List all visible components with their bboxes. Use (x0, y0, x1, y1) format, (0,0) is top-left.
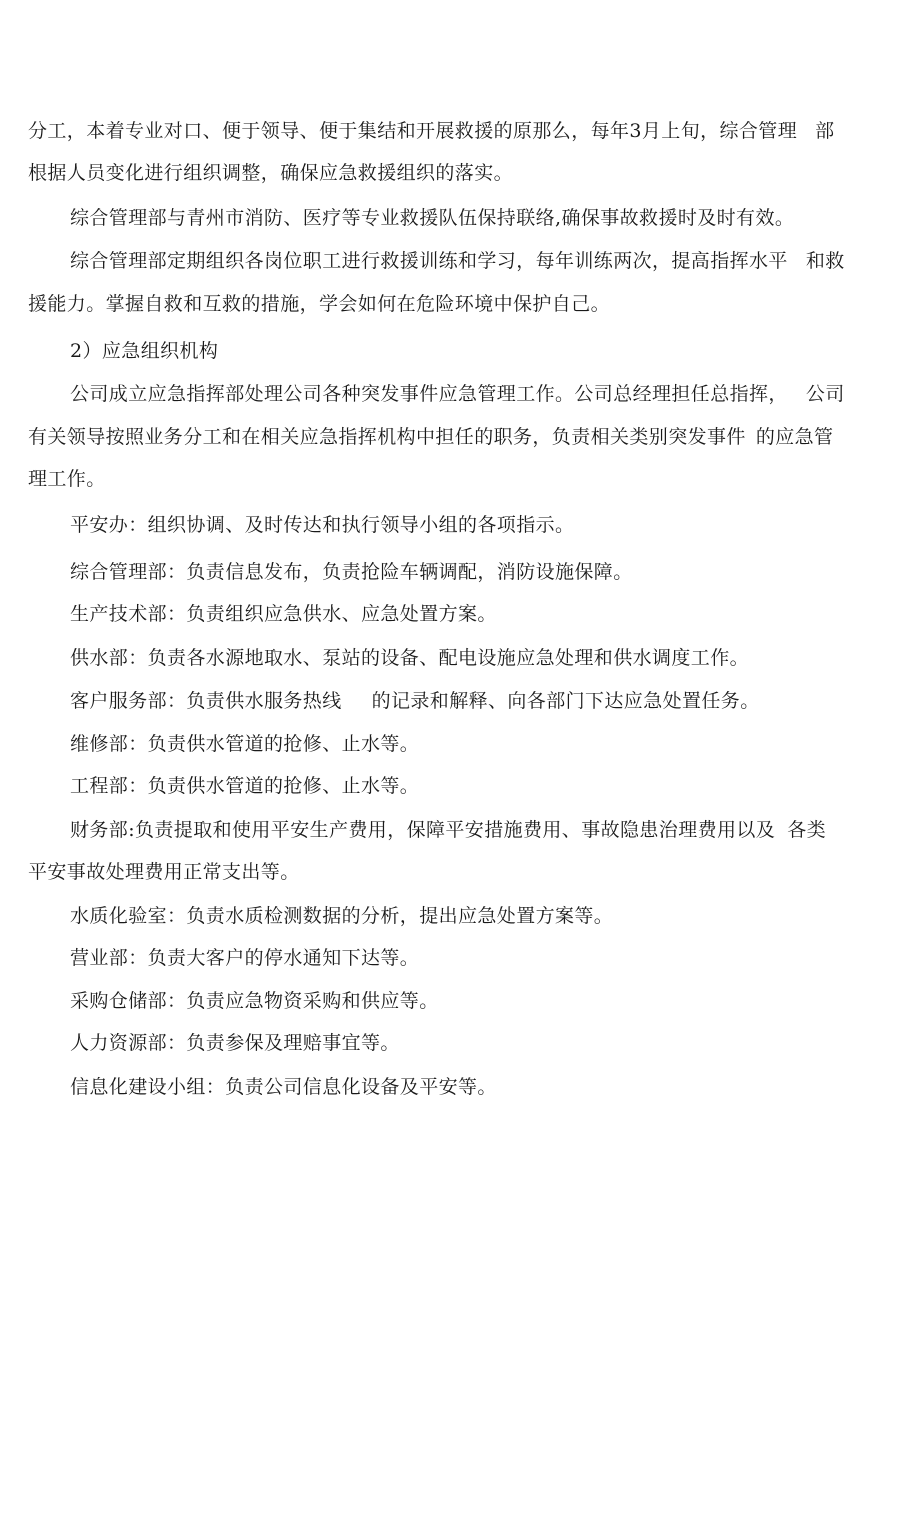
text: 和救 (805, 250, 845, 272)
text: 分工，本着专业对口、便于领导、便于集结和开展救援的原那么，每年3月上旬，综合管理 (28, 120, 798, 142)
duty-finance-line-1 (70, 817, 826, 843)
text: 财务部:负责提取和使用平安生产费用，保障平安措施费用、事故隐患治理费用以及 (70, 819, 776, 841)
text: 综合管理部定期组织各岗位职工进行救援训练和学习，每年训练两次，提高指挥水平 (70, 250, 788, 272)
paragraph-2: 综合管理部与青州市消防、医疗等专业救援队伍保持联络,确保事故救援时及时有效。 (70, 207, 795, 229)
duty-human-resources: 人力资源部：负责参保及理赔事宜等。 (70, 1032, 400, 1054)
paragraph-3-line-1 (70, 248, 845, 274)
text: 有关领导按照业务分工和在相关应急指挥机构中担任的职务，负责相关类别突发事件 (28, 426, 746, 448)
text: 公司 (805, 383, 845, 405)
text: 公司成立应急指挥部处理公司各种突发事件应急管理工作。公司总经理担任总指挥， (70, 383, 788, 405)
duty-procurement: 采购仓储部：负责应急物资采购和供应等。 (70, 990, 439, 1012)
text: 客户服务部：负责供水服务热线 (70, 690, 342, 712)
text: 部 (815, 120, 835, 142)
duty-general-management: 综合管理部：负责信息发布，负责抢险车辆调配，消防设施保障。 (70, 561, 633, 583)
paragraph-4-line-1 (70, 381, 845, 407)
paragraph-4-line-2 (28, 424, 833, 450)
paragraph-4-line-3: 理工作。 (28, 468, 106, 490)
duty-production-technology: 生产技术部：负责组织应急供水、应急处置方案。 (70, 603, 497, 625)
duty-maintenance: 维修部：负责供水管道的抢修、止水等。 (70, 733, 420, 755)
duty-finance-line-2: 平安事故处理费用正常支出等。 (28, 861, 300, 883)
duty-customer-service (70, 688, 760, 714)
duty-water-supply: 供水部：负责各水源地取水、泵站的设备、配电设施应急处理和供水调度工作。 (70, 647, 750, 669)
duty-water-lab: 水质化验室：负责水质检测数据的分析，提出应急处置方案等。 (70, 905, 614, 927)
section-heading: 2）应急组织机构 (70, 340, 219, 362)
duty-engineering: 工程部：负责供水管道的抢修、止水等。 (70, 775, 420, 797)
text: 的应急管 (755, 426, 834, 448)
paragraph-1-line-1 (28, 118, 835, 144)
paragraph-1-line-2: 根据人员变化进行组织调整，确保应急救援组织的落实。 (28, 162, 514, 184)
text: 各类 (787, 819, 827, 841)
duty-it-group: 信息化建设小组：负责公司信息化设备及平安等。 (70, 1076, 497, 1098)
duty-safety-office: 平安办：组织协调、及时传达和执行领导小组的各项指示。 (70, 514, 575, 536)
text: 的记录和解释、向各部门下达应急处置任务。 (371, 690, 760, 712)
duty-business: 营业部：负责大客户的停水通知下达等。 (70, 947, 420, 969)
paragraph-3-line-2: 援能力。掌握自救和互救的措施，学会如何在危险环境中保护自己。 (28, 293, 611, 315)
